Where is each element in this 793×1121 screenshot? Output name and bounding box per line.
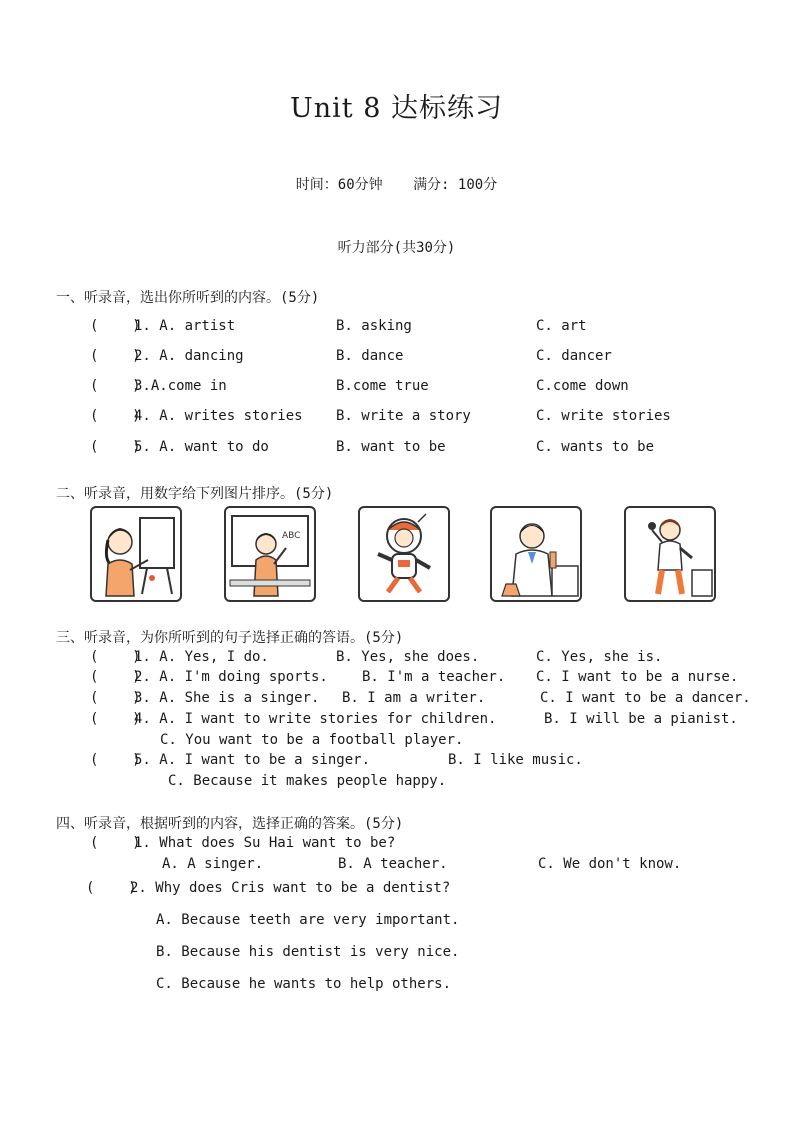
s1-q2-b: B. dance [336, 348, 404, 364]
s1-q4-paren[interactable]: ( ) [90, 408, 141, 424]
s1-q5-b: B. want to be [336, 439, 446, 455]
s1-q4-c: C. write stories [536, 408, 671, 424]
s3-q4-paren[interactable]: ( ) [90, 711, 141, 727]
s3-q2-paren[interactable]: ( ) [90, 669, 141, 685]
s4-q2-a: A. Because teeth are very important. [156, 912, 460, 928]
s3-q2-a: 2. A. I'm doing sports. [134, 669, 328, 685]
s1-q2-a: 2. A. dancing [134, 348, 244, 364]
s3-q5-paren[interactable]: ( ) [90, 752, 141, 768]
s1-q4-b: B. write a story [336, 408, 471, 424]
s3-q1-c: C. Yes, she is. [536, 649, 663, 665]
exam-meta [0, 174, 793, 194]
s1-q2-c: C. dancer [536, 348, 612, 364]
s3-q3-a: 3. A. She is a singer. [134, 690, 320, 706]
s3-q1-b: B. Yes, she does. [336, 649, 480, 665]
s4-q2-paren[interactable]: ( ) [86, 880, 137, 896]
s1-q5-paren[interactable]: ( ) [90, 439, 141, 455]
page-title: Unit 8 达标练习 [290, 93, 503, 124]
astronaut-boy-picture [358, 506, 450, 602]
teacher-girl-picture [224, 506, 316, 602]
s4-q1-b: B. A teacher. [338, 856, 448, 872]
s4-q2-c: C. Because he wants to help others. [156, 976, 452, 992]
s1-q5-a: 5. A. want to do [134, 439, 269, 455]
s3-q3-paren[interactable]: ( ) [90, 690, 141, 706]
s3-q1-a: 1. A. Yes, I do. [134, 649, 269, 665]
s1-q3-b: B.come true [336, 378, 429, 394]
svg-text:ABC: ABC [282, 531, 301, 541]
s3-q3-b: B. I am a writer. [342, 690, 486, 706]
s4-q2-b: B. Because his dentist is very nice. [156, 944, 460, 960]
section-2-heading: 二、听录音，用数字给下列图片排序。(5分) [56, 486, 334, 502]
s4-q1-question: 1. What does Su Hai want to be? [134, 835, 396, 851]
s4-q1-a: A. A singer. [162, 856, 264, 872]
s1-q3-c: C.come down [536, 378, 629, 394]
s3-q5-c: C. Because it makes people happy. [168, 773, 447, 789]
s3-q4-b: B. I will be a pianist. [544, 711, 738, 727]
s1-q1-c: C. art [536, 318, 587, 334]
s1-q3-paren[interactable]: ( ) [90, 378, 141, 394]
s3-q3-c: C. I want to be a dancer. [540, 690, 751, 706]
section-4-heading: 四、听录音，根据听到的内容，选择正确的答案。(5分) [56, 816, 404, 832]
s4-q2-question: 2. Why does Cris want to be a dentist? [130, 880, 451, 896]
s3-q5-b: B. I like music. [448, 752, 583, 768]
s3-q4-c: C. You want to be a football player. [160, 732, 464, 748]
full-score: 满分: 100分 [413, 177, 498, 193]
painter-girl-picture [90, 506, 182, 602]
s3-q4-a: 4. A. I want to write stories for children. [134, 711, 497, 727]
s1-q4-a: 4. A. writes stories [134, 408, 303, 424]
s3-q2-c: C. I want to be a nurse. [536, 669, 739, 685]
scientist-boy-picture [490, 506, 582, 602]
s1-q5-c: C. wants to be [536, 439, 655, 455]
section-3-heading: 三、听录音，为你所听到的句子选择正确的答语。(5分) [56, 630, 404, 646]
s1-q1-b: B. asking [336, 318, 412, 334]
part-heading: 听力部分(共30分) [337, 240, 456, 256]
s1-q1-paren[interactable]: ( ) [90, 318, 141, 334]
s1-q3-a: 3.A.come in [134, 378, 227, 394]
s4-q1-paren[interactable]: ( ) [90, 835, 141, 851]
s3-q2-b: B. I'm a teacher. [362, 669, 506, 685]
s1-q2-paren[interactable]: ( ) [90, 348, 141, 364]
s1-q1-a: 1. A. artist [134, 318, 236, 334]
s3-q1-paren[interactable]: ( ) [90, 649, 141, 665]
s3-q5-a: 5. A. I want to be a singer. [134, 752, 371, 768]
s4-q1-c: C. We don't know. [538, 856, 682, 872]
section-1-heading: 一、听录音，选出你所听到的内容。(5分) [56, 290, 320, 306]
singer-man-picture [624, 506, 716, 602]
time-limit: 时间：60分钟 [295, 177, 383, 193]
